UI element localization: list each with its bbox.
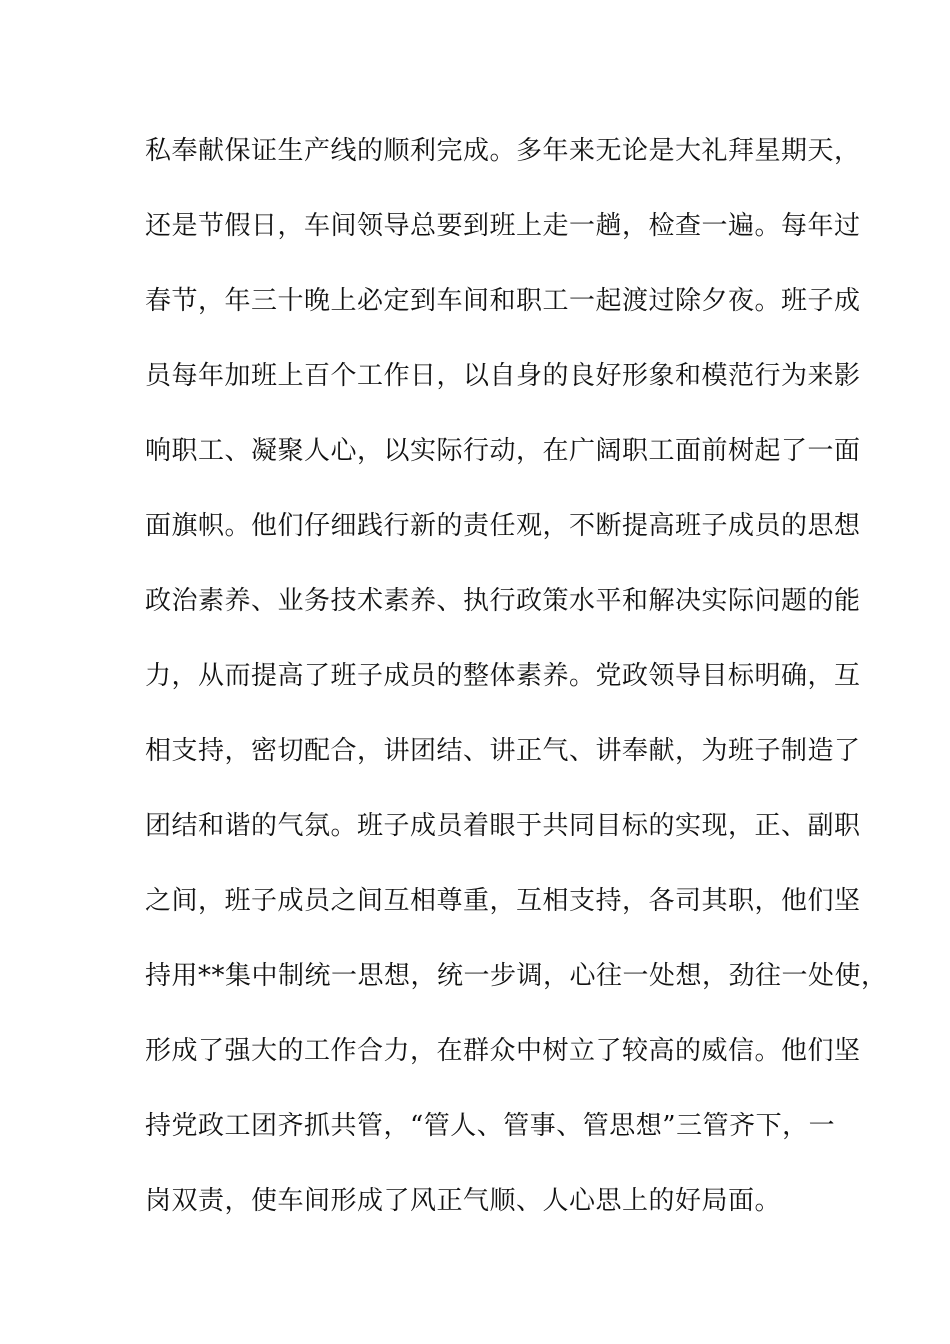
text-line: 还是节假日，车间领导总要到班上走一趟，检查一遍。每年过 [145,211,861,241]
text-line: 岗双责，使车间形成了风正气顺、人心思上的好局面。 [145,1186,782,1216]
text-line: 私奉献保证生产线的顺利完成。多年来无论是大礼拜星期天， [145,136,861,166]
body-paragraph [145,126,888,1251]
text-line: 面旗帜。他们仔细践行新的责任观，不断提高班子成员的思想 [145,511,861,541]
text-line: 持用**集中制统一思想，统一步调，心往一处想，劲往一处使， [145,961,888,991]
text-line: 之间，班子成员之间互相尊重，互相支持，各司其职，他们坚 [145,886,861,916]
text-line: 持党政工团齐抓共管，“管人、管事、管思想”三管齐下，一 [145,1111,836,1141]
text-line: 团结和谐的气氛。班子成员着眼于共同目标的实现，正、副职 [145,811,861,841]
text-line: 响职工、凝聚人心，以实际行动，在广阔职工面前树起了一面 [145,436,861,466]
text-line: 政治素养、业务技术素养、执行政策水平和解决实际问题的能 [145,586,861,616]
text-line: 春节，年三十晚上必定到车间和职工一起渡过除夕夜。班子成 [145,286,861,316]
text-line: 形成了强大的工作合力，在群众中树立了较高的威信。他们坚 [145,1036,861,1066]
text-line: 力，从而提高了班子成员的整体素养。党政领导目标明确，互 [145,661,861,691]
text-line: 相支持，密切配合，讲团结、讲正气、讲奉献，为班子制造了 [145,736,861,766]
text-line: 员每年加班上百个工作日，以自身的良好形象和模范行为来影 [145,361,861,391]
